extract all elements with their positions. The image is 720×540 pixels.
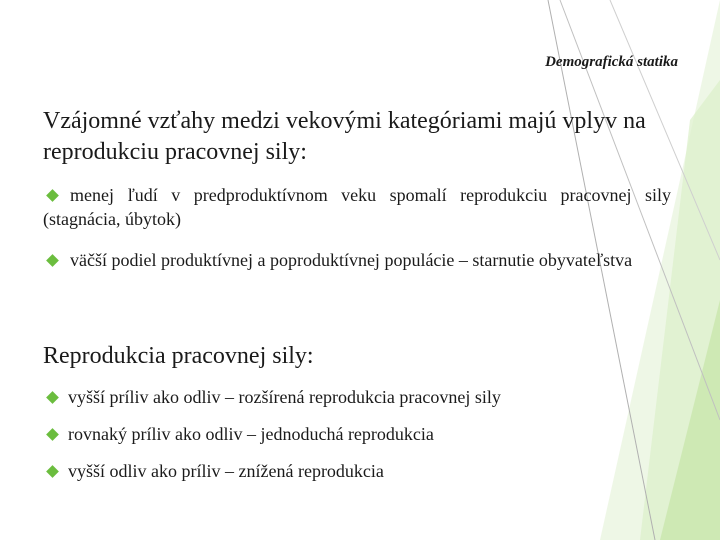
- diamond-bullet-icon: [46, 465, 59, 478]
- list-item-text: vyšší príliv ako odliv – rozšírená reprodukcia pracovnej sily: [68, 387, 501, 407]
- page-header-title: Demografická statika: [545, 54, 678, 70]
- list-item: [43, 385, 683, 422]
- list-item: [43, 459, 683, 496]
- list-item-text: rovnaký príliv ako odliv – jednoduchá reprodukcia: [68, 424, 434, 444]
- section-heading-relationships: Vzájomné vzťahy medzi vekovými kategóriami majú vplyv na reprodukciu pracovnej sily:: [43, 108, 646, 165]
- list-item: [43, 248, 671, 272]
- diamond-bullet-icon: [46, 391, 59, 404]
- diamond-bullet-icon: [46, 189, 59, 202]
- section-heading-reproduction: Reprodukcia pracovnej sily:: [43, 343, 314, 369]
- list-item-text: vyšší odliv ako príliv – znížená reprodukcia: [68, 461, 384, 481]
- reproduction-list: [43, 385, 683, 496]
- diamond-bullet-icon: [46, 254, 59, 267]
- list-item: [43, 422, 683, 459]
- list-item-text: väčší podiel produktívnej a poproduktívnej populácie – starnutie obyvateľstva: [70, 250, 633, 270]
- list-item-text: menej ľudí v predproduktívnom veku spomalí reprodukciu pracovnej sily (stagnácia, úbytok): [43, 185, 671, 229]
- diamond-bullet-icon: [46, 428, 59, 441]
- list-item: [43, 183, 671, 231]
